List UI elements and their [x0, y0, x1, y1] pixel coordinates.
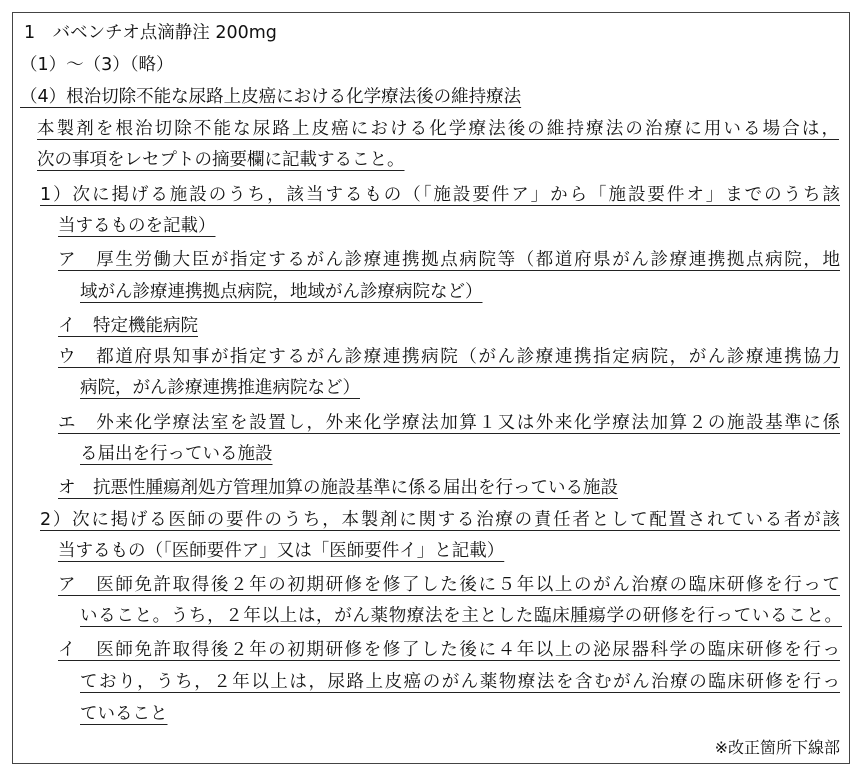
item-2-line-1: 2）次に掲げる医師の要件のうち，本製剤に関する治療の責任者として配置されている者が該 — [40, 510, 840, 530]
intro-line-1: 本製剤を根治切除不能な尿路上皮癌における化学療法後の維持療法の治療に用いる場合は， — [37, 119, 839, 139]
facility-a-line-2: 域がん診療連携拠点病院，地域がん診療病院など） — [80, 282, 483, 302]
section-4-title: （4）根治切除不能な尿路上皮癌における化学療法後の維持療法 — [20, 87, 522, 107]
doctor-a-line-2: いること。うち，２年以上は，がん薬物療法を主とした臨床腫瘍学の研修を行っていること。 — [80, 606, 842, 626]
item-1-line-2: 当するものを記載） — [58, 216, 216, 236]
footnote-revision-note: ※改正箇所下線部 — [714, 738, 840, 757]
facility-o: オ 抗悪性腫瘍剤処方管理加算の施設基準に係る届出を行っている施設 — [58, 478, 618, 498]
facility-i: イ 特定機能病院 — [58, 316, 198, 336]
facility-a-line-1: ア 厚生労働大臣が指定するがん診療連携拠点病院等（都道府県がん診療連携拠点病院，地 — [58, 250, 840, 270]
doctor-i-line-3: ていること — [80, 704, 168, 724]
facility-e-line-2: る届出を行っている施設 — [80, 444, 273, 464]
doctor-i-line-2: ており，うち，２年以上は，尿路上皮癌のがん薬物療法を含むがん治療の臨床研修を行っ — [80, 672, 840, 692]
facility-u-line-1: ウ 都道府県知事が指定するがん診療連携病院（がん診療連携指定病院，がん診療連携協力 — [58, 347, 840, 367]
omitted-items: （1）～（3）（略） — [20, 55, 174, 75]
facility-e-line-1: エ 外来化学療法室を設置し，外来化学療法加算１又は外来化学療法加算２の施設基準に係 — [58, 413, 840, 433]
item-2-line-2: 当するもの（「医師要件ア」又は「医師要件イ」と記載） — [58, 541, 505, 561]
intro-line-2: 次の事項をレセプトの摘要欄に記載すること。 — [37, 150, 405, 170]
item-1-line-1: 1）次に掲げる施設のうち，該当するもの（「施設要件ア」から「施設要件オ」までのうち該 — [40, 185, 840, 205]
doctor-a-line-1: ア 医師免許取得後２年の初期研修を修了した後に５年以上のがん治療の臨床研修を行って — [58, 575, 840, 595]
drug-heading: 1 バベンチオ点滴静注 200mg — [24, 23, 277, 43]
facility-u-line-2: 病院，がん診療連携推進病院など） — [80, 378, 360, 398]
doctor-i-line-1: イ 医師免許取得後２年の初期研修を修了した後に４年以上の泌尿器科学の臨床研修を行っ — [58, 640, 840, 660]
